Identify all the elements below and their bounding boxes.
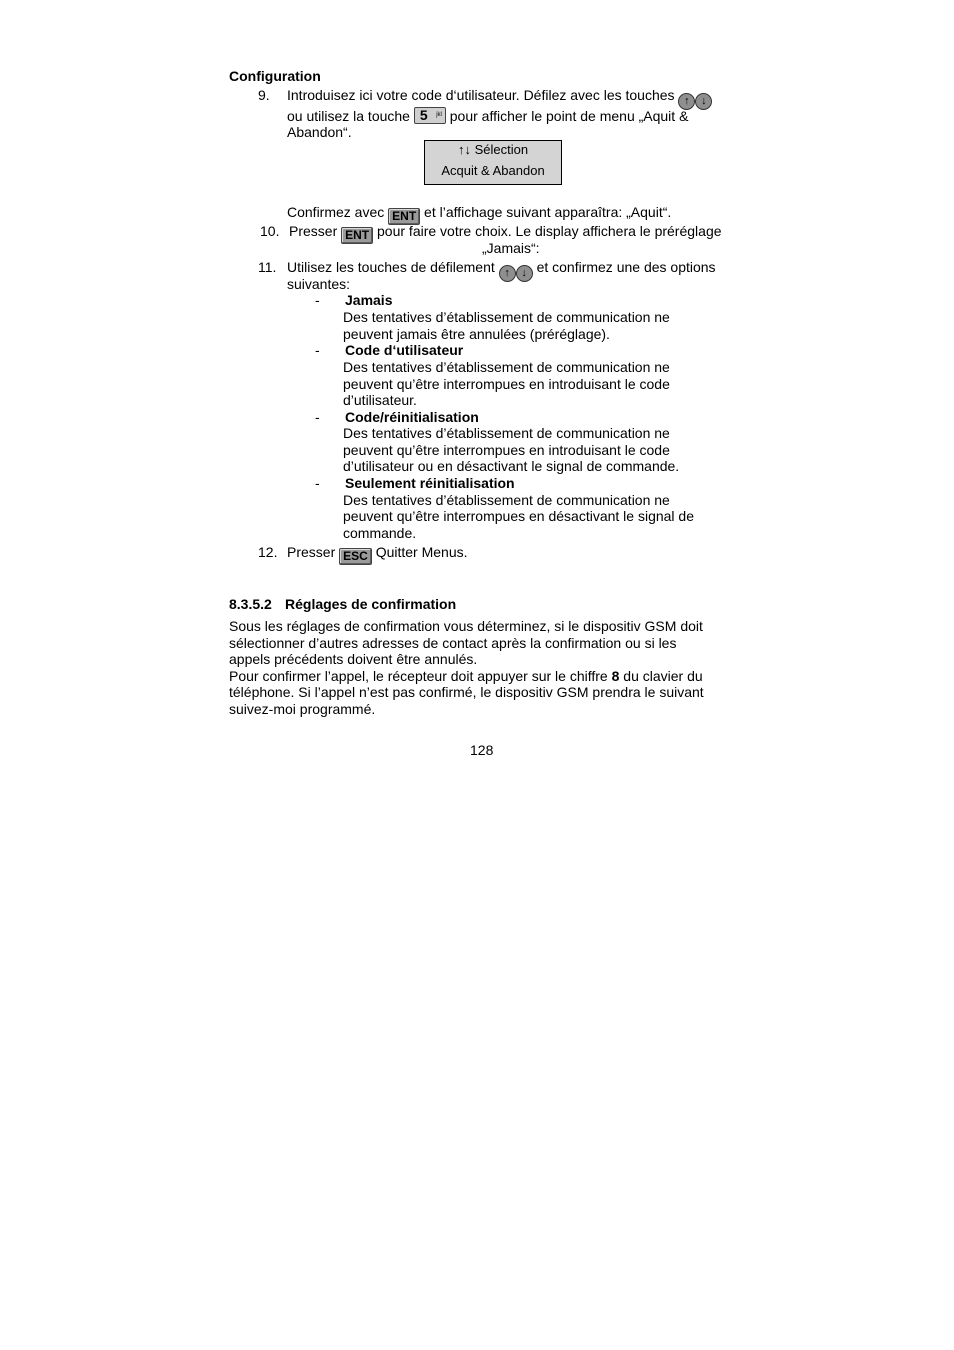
- text-fragment: Confirmez avec: [287, 204, 385, 220]
- arrow-up-icon: ↑: [499, 265, 516, 282]
- option-title: Seulement réinitialisation: [345, 475, 515, 491]
- option-line: d’utilisateur ou en désactivant le signal de commande.: [343, 458, 680, 474]
- key-sublabel: jkl: [436, 112, 442, 118]
- paragraph-line: téléphone. Si l’appel n’est pas confirmé, le dispositiv GSM prendra le suivant: [229, 684, 704, 700]
- ent-key-icon: ENT: [388, 208, 420, 225]
- option-line: peuvent qu’être interrompues en désactivant le signal de: [343, 508, 694, 524]
- text-fragment: Presser: [287, 544, 336, 560]
- display-line: ↑↓ Sélection: [457, 142, 529, 157]
- page-number: 128: [470, 742, 494, 758]
- step-number: 10.: [260, 223, 280, 239]
- text-fragment: Quitter Menus.: [375, 544, 468, 560]
- option-line: Des tentatives d’établissement de communication ne: [343, 492, 670, 508]
- step-text-line: pour afficher le point de menu „Aquit &: [449, 108, 689, 124]
- option-dash: -: [315, 292, 320, 308]
- option-line: peuvent qu’être interrompues en introduisant le code: [343, 442, 670, 458]
- option-line: Des tentatives d’établissement de communication ne: [343, 359, 670, 375]
- step-number: 11.: [258, 259, 277, 275]
- step-text: [287, 259, 716, 282]
- display-line: Acquit & Abandon: [441, 163, 545, 178]
- text-fragment: pour faire votre choix. Le display affichera le préréglage: [377, 223, 722, 239]
- text-fragment: et confirmez une des options: [536, 259, 716, 275]
- section-title: Réglages de confirmation: [285, 596, 457, 612]
- text-fragment: Pour confirmer l’appel, le récepteur doit appuyer sur le chiffre: [229, 668, 608, 684]
- paragraph-line: Sous les réglages de confirmation vous déterminez, si le dispositiv GSM doit: [229, 618, 703, 634]
- option-dash: -: [315, 475, 320, 491]
- arrow-down-icon: ↓: [516, 265, 533, 282]
- digit-emphasis: 8: [611, 668, 620, 684]
- step-text-line: ou utilisez la touche: [287, 108, 410, 124]
- section-number: 8.3.5.2: [229, 596, 272, 612]
- key-5-icon: [414, 107, 446, 124]
- step-text-line: Introduisez ici votre code d‘utilisateur. Défilez avec les touches: [287, 87, 675, 103]
- scroll-keys: [499, 263, 533, 282]
- step-text-line: Abandon“.: [287, 124, 352, 140]
- option-line: Des tentatives d’établissement de communication ne: [343, 425, 670, 441]
- step-text-line: suivantes:: [287, 276, 351, 292]
- option-dash: -: [315, 342, 320, 358]
- paragraph-line: sélectionner d’autres adresses de contact après la confirmation ou si les: [229, 635, 677, 651]
- paragraph-line: appels précédents doivent être annulés.: [229, 651, 478, 667]
- arrow-down-icon: ↓: [695, 93, 712, 110]
- step-text: [287, 107, 688, 125]
- option-line: commande.: [343, 525, 417, 541]
- step-text-line: „Jamais“:: [482, 240, 540, 256]
- arrow-up-icon: ↑: [678, 93, 695, 110]
- option-title: Code d‘utilisateur: [345, 342, 464, 358]
- key-label: 5: [419, 107, 428, 123]
- paragraph-line: suivez-moi programmé.: [229, 701, 376, 717]
- esc-key-icon: ESC: [339, 548, 372, 565]
- option-line: Des tentatives d’établissement de communication ne: [343, 309, 670, 325]
- display-panel: [424, 140, 562, 185]
- confirm-text: [287, 204, 671, 225]
- paragraph-line: [229, 668, 703, 685]
- option-dash: -: [315, 409, 320, 425]
- step-text: [287, 544, 468, 565]
- text-fragment: Presser: [289, 223, 338, 239]
- text-fragment: Utilisez les touches de défilement: [287, 259, 495, 275]
- text-fragment: et l’affichage suivant apparaîtra: „Aquit“.: [424, 204, 672, 220]
- option-line: peuvent jamais être annulées (préréglage).: [343, 326, 610, 342]
- option-title: Jamais: [345, 292, 393, 308]
- ent-key-icon: ENT: [341, 227, 373, 244]
- option-line: d’utilisateur.: [343, 392, 417, 408]
- option-title: Code/réinitialisation: [345, 409, 479, 425]
- step-number: 12.: [258, 544, 278, 560]
- text-fragment: du clavier du: [623, 668, 703, 684]
- option-line: peuvent qu’être interrompues en introduisant le code: [343, 376, 670, 392]
- section-heading: Configuration: [229, 68, 321, 84]
- step-number: 9.: [258, 87, 270, 103]
